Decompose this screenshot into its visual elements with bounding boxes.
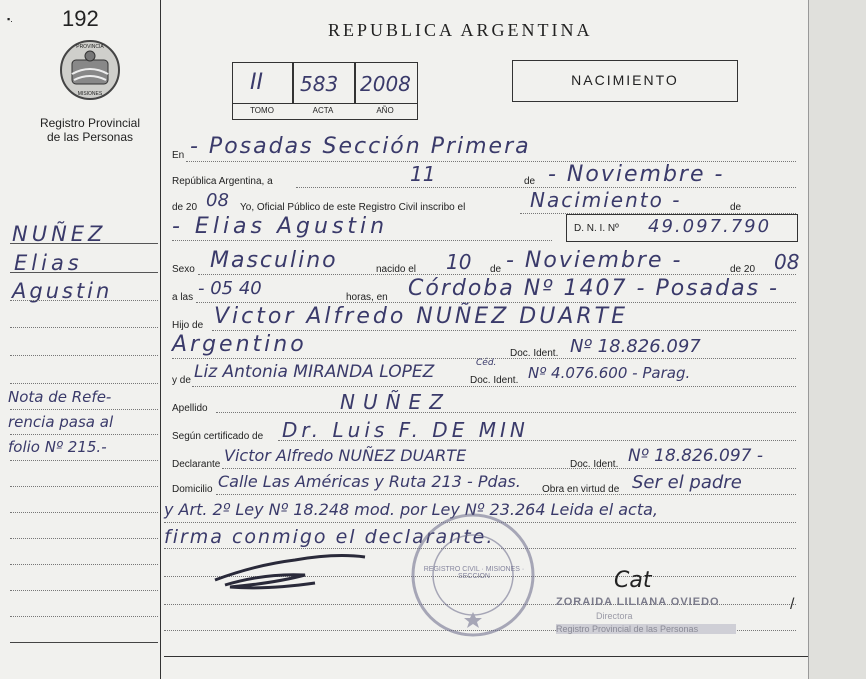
label-alas: a las (172, 292, 194, 303)
label-yo: Yo, Oficial Público de este Registro Civil inscribo el (240, 202, 466, 213)
field-apellido: NUÑEZ (340, 390, 451, 414)
margin-note-3: folio Nº 215.- (8, 438, 107, 456)
field-padre: Victor Alfredo NUÑEZ DUARTE (214, 304, 628, 329)
province-shield-icon (58, 38, 122, 102)
margin-note-1: Nota de Refe- (8, 388, 112, 406)
director-name: ZORAIDA LILIANA OVIEDO (556, 596, 720, 608)
field-obra: Ser el padre (632, 472, 742, 493)
country-title: REPUBLICA ARGENTINA (328, 20, 593, 40)
margin-rule (10, 409, 158, 410)
form-rule (212, 330, 796, 331)
margin-rule (10, 434, 158, 435)
label-declarante: Declarante (172, 459, 221, 470)
label-apellido: Apellido (172, 403, 208, 414)
form-rule (196, 302, 796, 303)
margin-name-2: Agustin (12, 279, 113, 303)
registry-line-2: de las Personas (46, 130, 134, 144)
field-madre-doc: Nº 4.076.600 - Parag. (528, 364, 691, 382)
field-dni: 49.097.790 (648, 216, 772, 237)
field-acto: Nacimiento - (530, 188, 682, 212)
margin-rule (10, 460, 158, 461)
margin-surname: NUÑEZ (12, 222, 107, 246)
label-republica: República Argentina, a (172, 176, 273, 187)
registry-line-1: Registro Provincial (39, 116, 141, 130)
anio-label: AÑO (376, 106, 394, 115)
field-lugar-nac: Córdoba Nº 1407 - Posadas - (408, 276, 779, 301)
tomo-cell (232, 62, 294, 104)
label-sexo: Sexo (172, 264, 195, 275)
margin-rule (10, 642, 158, 643)
form-rule (172, 240, 552, 241)
label-yde: y de (172, 375, 191, 386)
margin-rule (10, 564, 158, 565)
adjacent-page-edge (808, 0, 866, 679)
director-title: Directora (596, 611, 633, 621)
form-rule (198, 274, 796, 275)
label-de20b: de 20 (730, 264, 756, 275)
field-madre-ced: Céd. (476, 358, 497, 368)
tomo-value: II (250, 70, 263, 95)
field-obra-2: y Art. 2º Ley Nº 18.248 mod. por Ley Nº 23.264 Leida el acta, (164, 500, 658, 519)
field-anio: 08 (206, 190, 229, 211)
acta-value: 583 (300, 72, 339, 96)
form-rule (216, 412, 796, 413)
field-nac-mes: - Noviembre - (506, 248, 683, 273)
form-rule (222, 468, 796, 469)
margin-note-2: rencia pasa al (8, 413, 114, 431)
shield-top-text: PROVINCIA (76, 44, 104, 50)
dot-mark: ▪. (7, 14, 13, 24)
margin-rule (10, 486, 158, 487)
label-hijo: Hijo de (172, 320, 204, 331)
form-rule (164, 656, 808, 657)
field-nombre: - Elias Agustin (172, 214, 389, 239)
margin-rule (10, 590, 158, 591)
director-office: Registro Provincial de las Personas (556, 624, 736, 634)
page-number: 192 (62, 6, 99, 31)
document-type: NACIMIENTO (571, 72, 679, 88)
anio-value: 2008 (360, 72, 411, 96)
field-madre: Liz Antonia MIRANDA LOPEZ (194, 362, 435, 382)
margin-rule (10, 616, 158, 617)
label-en: En (172, 150, 185, 161)
field-certificado: Dr. Luis F. DE MIN (282, 418, 529, 442)
signature-scribble-icon (205, 545, 385, 595)
margin-rule (10, 272, 158, 273)
field-nac-dia: 10 (446, 250, 472, 274)
margin-name-1: Elias (14, 251, 83, 275)
label-nacido: nacido el (376, 264, 417, 275)
shield-bottom-text: MISIONES (77, 91, 103, 97)
field-mes: - Noviembre - (548, 162, 725, 187)
label-docident3: Doc. Ident. (570, 459, 619, 470)
field-hora: - 05 40 (198, 278, 262, 299)
margin-rule (10, 327, 158, 328)
director-initials: Cat (614, 568, 652, 593)
margin-rule (10, 538, 158, 539)
field-obra-3: firma conmigo el declarante. (164, 526, 495, 548)
field-domicilio: Calle Las Américas y Ruta 213 - Pdas. (218, 472, 521, 491)
label-docident: Doc. Ident. (510, 348, 559, 359)
form-rule (216, 494, 796, 495)
column-divider (160, 0, 161, 679)
field-padre-doc: Nº 18.826.097 (570, 336, 701, 357)
field-decl-doc: Nº 18.826.097 - (628, 446, 764, 466)
form-rule (278, 440, 796, 441)
field-padre-nac: Argentino (172, 332, 307, 357)
label-docident2: Doc. Ident. (470, 375, 519, 386)
margin-rule (10, 355, 158, 356)
label-dni: D. N. I. Nº (574, 223, 619, 234)
seal-ring-text: REGISTRO CIVIL · MISIONES · SECCION (423, 566, 525, 580)
margin-rule (10, 243, 158, 244)
label-de: de (524, 176, 536, 187)
field-lugar: - Posadas Sección Primera (190, 134, 531, 159)
acta-label: ACTA (312, 106, 334, 115)
field-nac-anio: 08 (774, 250, 800, 274)
margin-rule (10, 300, 158, 301)
field-dia: 11 (410, 162, 436, 186)
margin-rule (10, 512, 158, 513)
field-sexo: Masculino (210, 248, 338, 273)
label-de20: de 20 (172, 202, 198, 213)
field-declarante: Victor Alfredo NUÑEZ DUARTE (224, 446, 467, 465)
label-segun: Según certificado de (172, 431, 264, 442)
tomo-label: TOMO (250, 106, 274, 115)
label-de2: de (730, 202, 742, 213)
margin-rule (10, 383, 158, 384)
label-de3: de (490, 264, 502, 275)
label-domicilio: Domicilio (172, 484, 213, 495)
label-horas: horas, en (346, 292, 388, 303)
label-obra: Obra en virtud de (542, 484, 620, 495)
slash-mark: / (790, 596, 795, 613)
form-rule (192, 386, 796, 387)
